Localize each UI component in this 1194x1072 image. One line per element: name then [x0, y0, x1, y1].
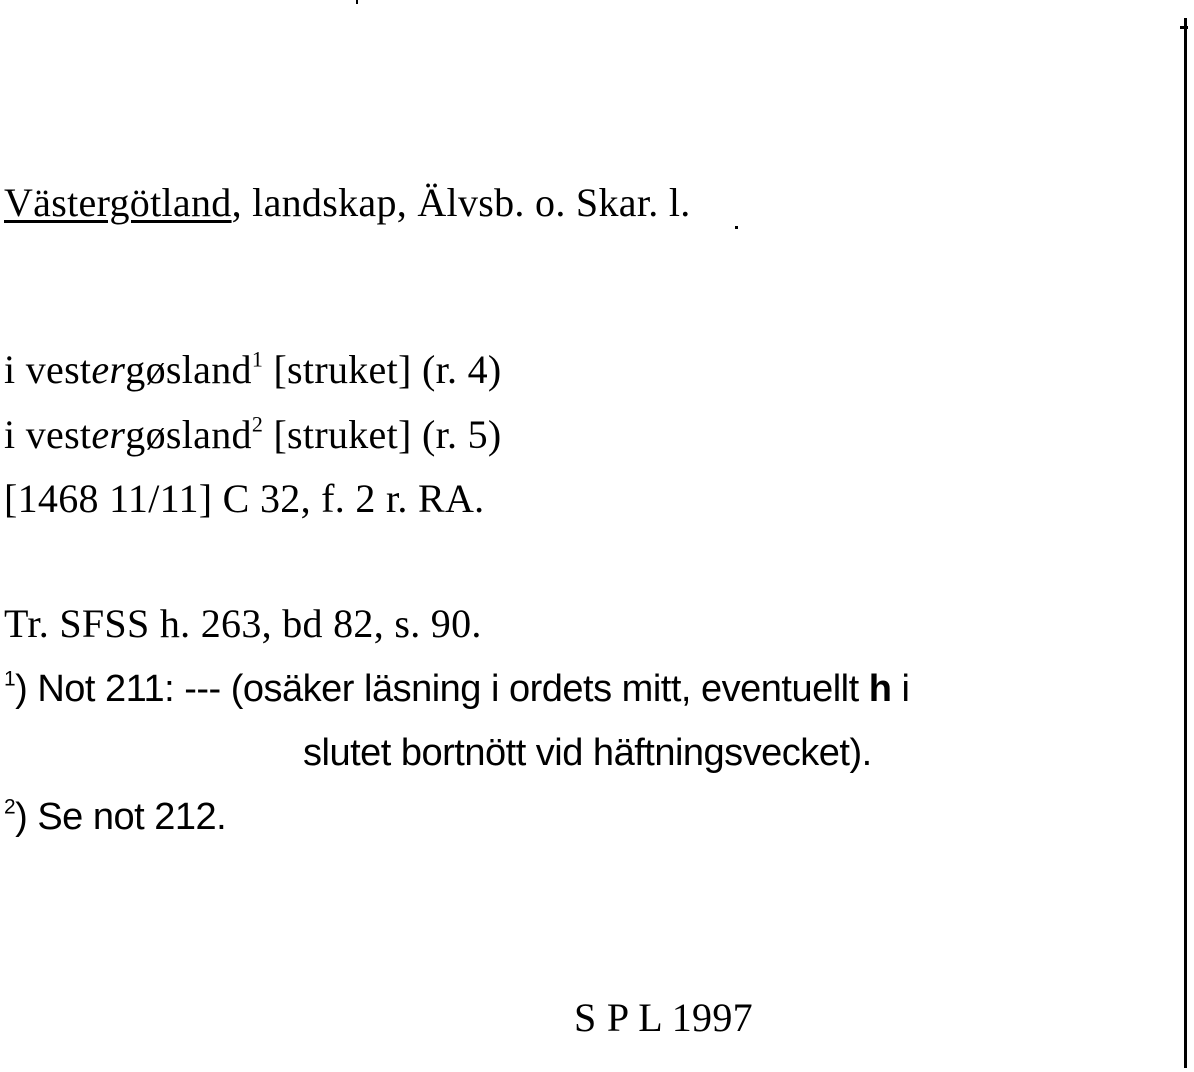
- form-line-2: i vestergøsland$^2$ [struket] (r. 5): [4, 411, 502, 457]
- place-description: , landskap, Älvsb. o. Skar. l.: [231, 180, 691, 225]
- footnote-2: $^2$) Se not 212.: [4, 795, 227, 838]
- right-margin-rule: [1184, 18, 1187, 1068]
- form-line-1: i vestergøsland$^1$ [struket] (r. 4): [4, 346, 502, 392]
- footnote-1: $^1$) Not 211: --- (osäker läsning i ordets mitt, eventuellt h i: [4, 667, 910, 710]
- footer-signature: S P L 1997: [574, 995, 753, 1040]
- entry-heading: [4, 180, 691, 225]
- scan-speck: [735, 226, 738, 229]
- footnote-ref: 2: [251, 411, 264, 437]
- source-reference: [1468 11/11] C 32, f. 2 r. RA.: [4, 476, 485, 521]
- footnote-ref: 1: [251, 346, 264, 372]
- place-name: Västergötland: [4, 180, 232, 225]
- right-margin-rule-tick: [1180, 26, 1188, 29]
- footnote-1-continuation: slutet bortnött vid häftningsvecket).: [303, 732, 872, 774]
- scan-speck: [356, 0, 358, 4]
- footnote-marker: 2: [4, 795, 16, 819]
- footnote-marker: 1: [4, 667, 16, 691]
- print-reference: Tr. SFSS h. 263, bd 82, s. 90.: [4, 601, 482, 646]
